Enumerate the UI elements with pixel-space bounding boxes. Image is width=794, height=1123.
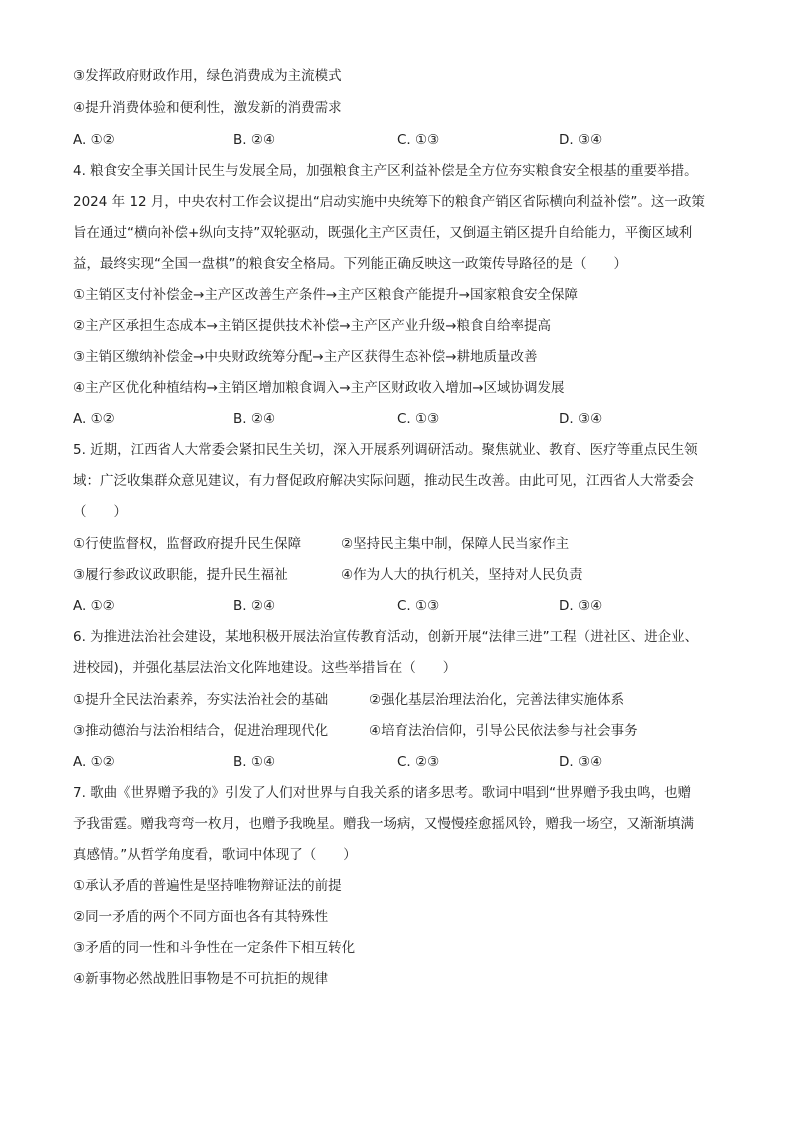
q5-option-a[interactable]: A. ①② [73,598,115,614]
q5-stem-line-3: （ ） [73,504,127,520]
q3-option-d[interactable]: D. ③④ [559,132,603,148]
q3-option-a[interactable]: A. ①② [73,132,115,148]
q3-option-b[interactable]: B. ②④ [233,132,276,148]
q5-choices-row-2 [73,565,723,585]
q4-choice-4: ④主产区优化种植结构→主销区增加粮食调入→主产区财政收入增加→区域协调发展 [73,380,565,396]
q4-option-a[interactable]: A. ①② [73,411,115,427]
q6-choice-3: ③推动德治与法治相结合，促进治理现代化 [73,723,329,739]
q6-option-a[interactable]: A. ①② [73,754,115,770]
q5-option-c[interactable]: C. ①③ [397,598,440,614]
q3-choice-4: ④提升消费体验和便利性，激发新的消费需求 [73,100,342,116]
q5-choices-row-1 [73,534,723,554]
q6-choices-row-2 [73,721,723,741]
q6-option-c[interactable]: C. ②③ [397,754,440,770]
q4-option-d[interactable]: D. ③④ [559,411,603,427]
q4-stem-line-3: 旨在通过“横向补偿+纵向支持”双轮驱动，既强化主产区责任，又倒逼主销区提升自给能力，平衡区域利 [73,225,693,241]
q5-options [73,596,723,616]
q4-stem-line-1: 4. 粮食安全事关国计民生与发展全局，加强粮食主产区利益补偿是全方位夯实粮食安全根基的重要举措。 [73,163,698,179]
q3-options [73,130,723,150]
q7-stem-line-2: 予我雷霆。赠我弯弯一枚月，也赠予我晚星。赠我一场病，又慢慢痊愈摇风铃，赠我一场空，又渐渐填满 [73,816,694,832]
q4-options [73,409,723,429]
q5-choice-1: ①行使监督权，监督政府提升民生保障 [73,536,302,552]
q7-choice-2: ②同一矛盾的两个不同方面也各有其特殊性 [73,909,329,925]
q7-stem-line-3: 真感情。”从哲学角度看，歌词中体现了（ ） [73,847,357,863]
q4-option-c[interactable]: C. ①③ [397,411,440,427]
q6-option-b[interactable]: B. ①④ [233,754,276,770]
q4-choice-2: ②主产区承担生态成本→主销区提供技术补偿→主产区产业升级→粮食自给率提高 [73,318,552,334]
q6-choice-1: ①提升全民法治素养，夯实法治社会的基础 [73,692,329,708]
q7-choice-3: ③矛盾的同一性和斗争性在一定条件下相互转化 [73,940,356,956]
q4-choice-1: ①主销区支付补偿金→主产区改善生产条件→主产区粮食产能提升→国家粮食安全保障 [73,287,579,303]
q5-option-d[interactable]: D. ③④ [559,598,603,614]
q6-choices-row-1 [73,690,723,710]
q5-choice-2: ②坚持民主集中制，保障人民当家作主 [341,536,570,552]
q3-option-c[interactable]: C. ①③ [397,132,440,148]
q5-option-b[interactable]: B. ②④ [233,598,276,614]
q5-choice-4: ④作为人大的执行机关，坚持对人民负责 [341,567,583,583]
q7-choice-1: ①承认矛盾的普遍性是坚持唯物辩证法的前提 [73,878,342,894]
q4-choice-3: ③主销区缴纳补偿金→中央财政统筹分配→主产区获得生态补偿→耕地质量改善 [73,349,538,365]
q3-choice-3: ③发挥政府财政作用，绿色消费成为主流模式 [73,68,342,84]
q6-choice-2: ②强化基层治理法治化，完善法律实施体系 [369,692,625,708]
q7-choice-4: ④新事物必然战胜旧事物是不可抗拒的规律 [73,971,329,987]
q4-option-b[interactable]: B. ②④ [233,411,276,427]
q6-stem-line-1: 6. 为推进法治社会建设，某地积极开展法治宣传教育活动，创新开展“法律三进”工程（进社区、进企业、 [73,629,699,645]
q6-option-d[interactable]: D. ③④ [559,754,603,770]
q5-stem-line-2: 域：广泛收集群众意见建议，有力督促政府解决实际问题，推动民生改善。由此可见，江西省人大常委会 [73,473,694,489]
q4-stem-line-4: 益，最终实现“全国一盘棋”的粮食安全格局。下列能正确反映这一政策传导路径的是（ ） [73,256,627,272]
q7-stem-line-1: 7. 歌曲《世界赠予我的》引发了人们对世界与自我关系的诸多思考。歌词中唱到“世界赠予我虫鸣，也赠 [73,785,692,801]
q5-stem-line-1: 5. 近期，江西省人大常委会紧扣民生关切，深入开展系列调研活动。聚焦就业、教育、医疗等重点民生领 [73,442,698,458]
q6-choice-4: ④培育法治信仰，引导公民依法参与社会事务 [369,723,638,739]
q6-options [73,752,723,772]
q5-choice-3: ③履行参政议政职能，提升民生福祉 [73,567,288,583]
q6-stem-line-2: 进校园)，并强化基层法治文化阵地建设。这些举措旨在（ ） [73,660,457,676]
q4-stem-line-2: 2024 年 12 月，中央农村工作会议提出“启动实施中央统筹下的粮食产销区省际横向利益补偿”。这一政策 [73,194,705,210]
